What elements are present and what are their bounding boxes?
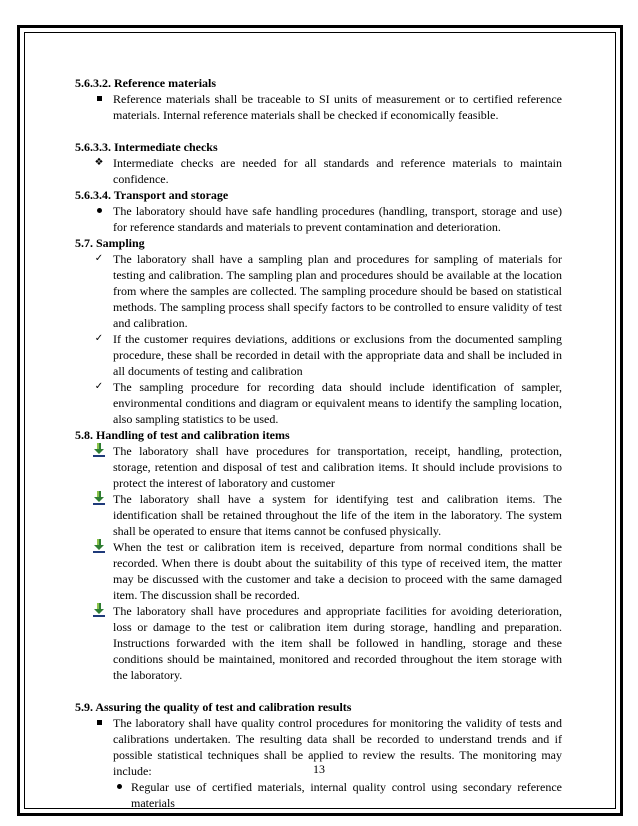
list-item-text: Reference materials shall be traceable to SI units of measurement or to certified reference materials. Internal reference materials shall be checked if economically feasible. bbox=[113, 92, 562, 122]
list-reference-materials bbox=[75, 91, 562, 123]
list-item-text: If the customer requires deviations, additions or exclusions from the documented sampling procedure, these shall be recorded in detail with the appropriate data and shall be included in all documents of testing and calibration bbox=[113, 332, 562, 378]
list-item bbox=[75, 603, 562, 683]
list-item bbox=[75, 331, 562, 379]
page-number: 13 bbox=[313, 762, 325, 776]
list-item-text: The laboratory shall have quality control procedures for monitoring the validity of tests and calibrations undertaken. The resulting data shall be recorded to understand trends and if possible statistical techniques shall be applied to review the results. The monitoring may include: bbox=[113, 716, 562, 778]
checkmark-icon: ✓ bbox=[94, 381, 104, 392]
square-bullet-icon bbox=[91, 715, 107, 731]
heading-handling-items: 5.8. Handling of test and calibration items bbox=[75, 428, 290, 442]
list-item-text: Intermediate checks are needed for all standards and reference materials to maintain confidence. bbox=[113, 156, 562, 186]
list-item bbox=[75, 491, 562, 539]
arrow-down-bullet-icon bbox=[91, 539, 107, 557]
diamond-bullet-icon: ❖ bbox=[94, 157, 104, 168]
list-item-text: The sampling procedure for recording data should include identification of sampler, environmental conditions and diagram or equivalent means to identify the sampling location, also sampling statistics to be used. bbox=[113, 380, 562, 426]
list-item-text: The laboratory shall have a system for identifying test and calibration items. The identification shall be retained throughout the life of the item in the laboratory. The system shall be operated to ensure that items cannot be confused physically. bbox=[113, 492, 562, 538]
checkmark-icon: ✓ bbox=[94, 333, 104, 344]
list-item-text: When the test or calibration item is received, departure from normal conditions shall be recorded. When there is doubt about the suitability of this type of received item, the matter may be discussed with the customer and take a decision to proceed with the same damaged item. The discussion shall be recorded. bbox=[113, 540, 562, 602]
list-item bbox=[75, 203, 562, 235]
list-item-text: The laboratory should have safe handling procedures (handling, transport, storage and use) for reference standards and materials to prevent contamination and deterioration. bbox=[113, 204, 562, 234]
heading-assuring-quality: 5.9. Assuring the quality of test and calibration results bbox=[75, 700, 352, 714]
list-item-text: The laboratory shall have procedures for transportation, receipt, handling, protection, storage, retention and disposal of test and calibration items. It should include provisions to protect the interest of laboratory and customer bbox=[113, 444, 562, 490]
list-item bbox=[75, 379, 562, 427]
list-intermediate-checks bbox=[75, 155, 562, 187]
list-item bbox=[75, 91, 562, 123]
page-content bbox=[75, 75, 562, 811]
list-transport-storage bbox=[75, 203, 562, 235]
arrow-down-bullet-icon bbox=[91, 443, 107, 461]
list-item bbox=[75, 155, 562, 187]
heading-transport-storage: 5.6.3.4. Transport and storage bbox=[75, 188, 229, 202]
list-item-text: The laboratory shall have a sampling plan and procedures for sampling of materials for testing and calibration. The sampling plan and procedures should be available at the location from where the samples are collected. The sampling procedure should be based on statistical methods. The sampling process shall specify factors to be controlled to ensure validity of test and calibration. bbox=[113, 252, 562, 330]
checkmark-icon: ✓ bbox=[94, 253, 104, 264]
heading-sampling: 5.7. Sampling bbox=[75, 236, 145, 250]
list-item-text: The laboratory shall have procedures and appropriate facilities for avoiding deterioration, loss or damage to the test or calibration item during storage, handling and preparation. Instructions forwarded with the item shall be followed in handling, storage and these conditions should be maintained, monitored and recorded throughout the item storage with the laboratory. bbox=[113, 604, 562, 682]
list-item bbox=[75, 779, 562, 811]
list-item-text: Regular use of certified materials, internal quality control using secondary reference materials bbox=[131, 780, 562, 810]
list-sampling bbox=[75, 251, 562, 427]
list-item bbox=[75, 251, 562, 331]
list-handling-items bbox=[75, 443, 562, 683]
round-bullet-icon bbox=[91, 203, 107, 219]
list-item bbox=[75, 539, 562, 603]
heading-intermediate-checks: 5.6.3.3. Intermediate checks bbox=[75, 140, 218, 154]
arrow-down-bullet-icon bbox=[91, 491, 107, 509]
arrow-down-bullet-icon bbox=[91, 603, 107, 621]
square-bullet-icon bbox=[91, 91, 107, 107]
round-bullet-icon bbox=[111, 779, 127, 795]
list-item bbox=[75, 443, 562, 491]
heading-reference-materials: 5.6.3.2. Reference materials bbox=[75, 76, 217, 90]
